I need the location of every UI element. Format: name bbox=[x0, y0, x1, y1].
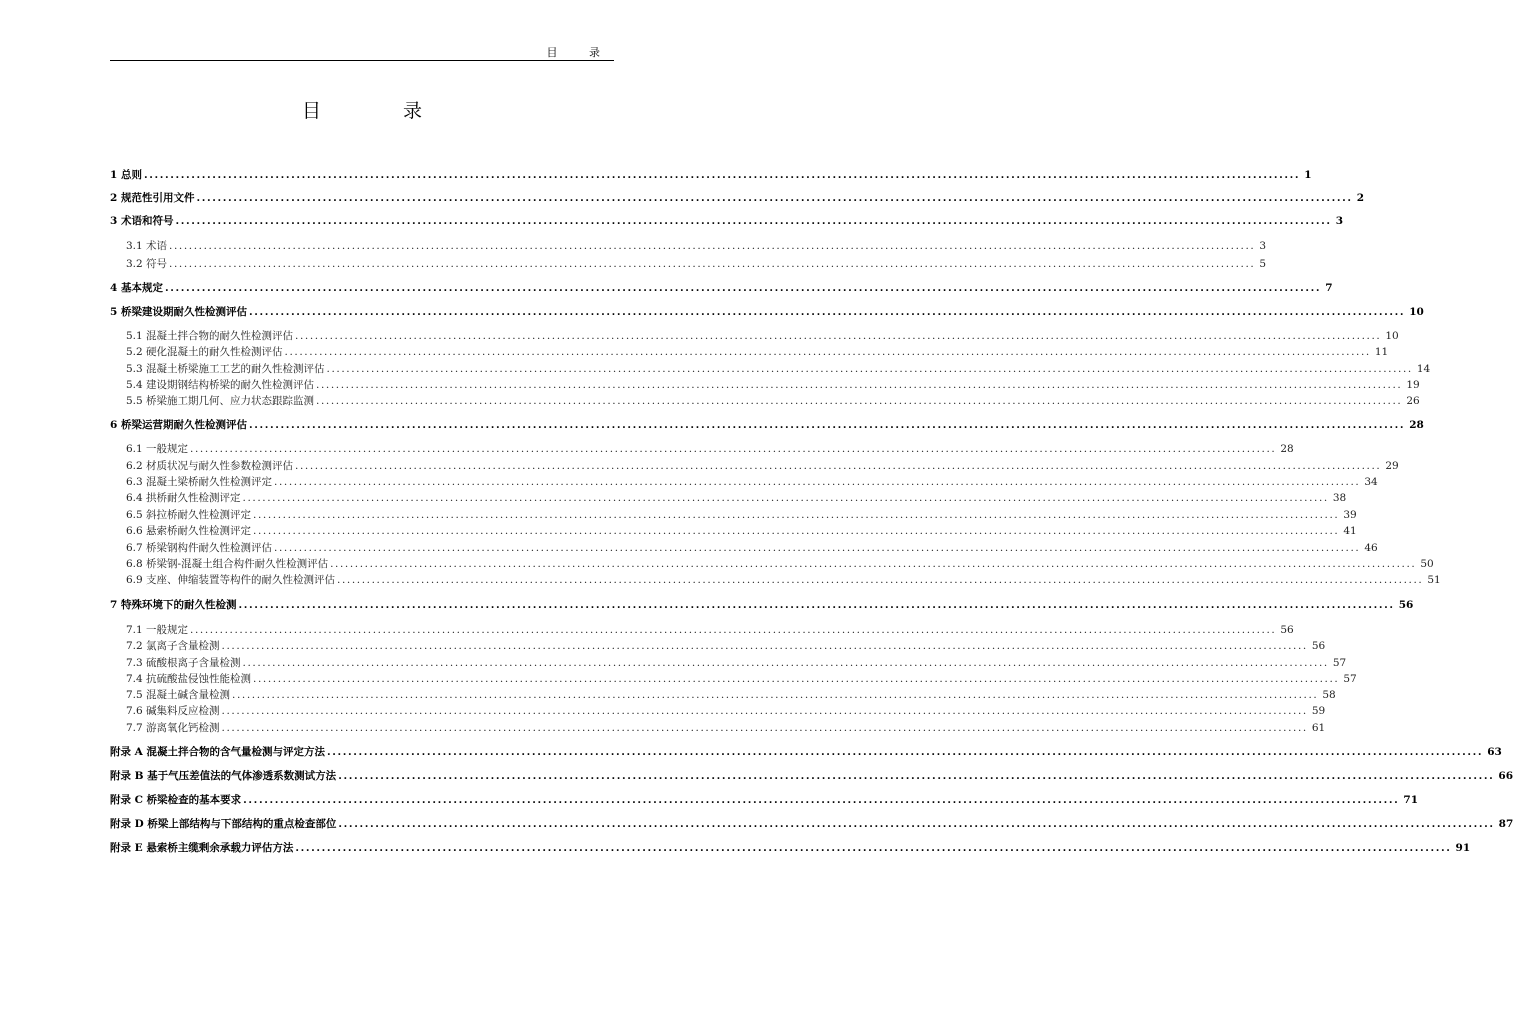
toc-entry-title: 5.1 混凝土拌合物的耐久性检测评估 bbox=[126, 330, 294, 342]
dot-leader: ............................................................................................................................................................................................................................ bbox=[326, 363, 1413, 375]
toc-section-entry[interactable] bbox=[126, 571, 1441, 587]
page-title: 目 录 bbox=[301, 100, 461, 122]
toc-page-number: 51 bbox=[1427, 574, 1441, 586]
toc-entry-title: 6 桥梁运营期耐久性检测评估 bbox=[110, 419, 247, 431]
toc-page-number: 3 bbox=[1259, 240, 1267, 252]
toc-section-entry[interactable] bbox=[126, 637, 1326, 653]
toc-section-entry[interactable] bbox=[126, 392, 1420, 408]
dot-leader: ............................................................................................................................................................................................................................ bbox=[221, 722, 1308, 734]
toc-section-entry[interactable] bbox=[126, 654, 1347, 670]
toc-chapter-entry[interactable] bbox=[110, 416, 1424, 432]
toc-entry-title: 附录 A 混凝土拌合物的含气量检测与评定方法 bbox=[110, 746, 325, 758]
running-head: 目 录 bbox=[546, 46, 614, 59]
toc-section-entry[interactable] bbox=[126, 237, 1267, 253]
dot-leader: ............................................................................................................................................................................................................................ bbox=[238, 599, 1395, 611]
header-rule bbox=[110, 60, 614, 61]
toc-entry-title: 6.5 斜拉桥耐久性检测评定 bbox=[126, 509, 252, 521]
dot-leader: ............................................................................................................................................................................................................................ bbox=[164, 282, 1322, 294]
toc-page-number: 58 bbox=[1322, 689, 1336, 701]
toc-entry-title: 5.4 建设期钢结构桥梁的耐久性检测评估 bbox=[126, 379, 315, 391]
dot-leader: ............................................................................................................................................................................................................................ bbox=[248, 419, 1406, 431]
toc-page-number: 61 bbox=[1311, 722, 1326, 734]
toc-entry-title: 6.8 桥梁钢-混凝土组合构件耐久性检测评估 bbox=[126, 558, 329, 570]
toc-page-number: 28 bbox=[1409, 419, 1424, 431]
dot-leader: ............................................................................................................................................................................................................................ bbox=[316, 395, 1403, 407]
dot-leader: ............................................................................................................................................................................................................................ bbox=[295, 330, 1382, 342]
dot-leader: ............................................................................................................................................................................................................................ bbox=[242, 657, 1329, 669]
toc-section-entry[interactable] bbox=[126, 440, 1294, 456]
dot-leader: ............................................................................................................................................................................................................................ bbox=[330, 558, 1417, 570]
toc-page-number: 41 bbox=[1343, 525, 1357, 537]
dot-leader: ............................................................................................................................................................................................................................ bbox=[274, 476, 1361, 488]
toc-page-number: 2 bbox=[1356, 192, 1364, 204]
toc-section-entry[interactable] bbox=[126, 327, 1399, 343]
toc-page-number: 39 bbox=[1343, 509, 1357, 521]
dot-leader: ............................................................................................................................................................................................................................ bbox=[316, 379, 1403, 391]
toc-entry-title: 6.3 混凝土梁桥耐久性检测评定 bbox=[126, 476, 273, 488]
toc-section-entry[interactable] bbox=[126, 255, 1267, 271]
toc-page-number: 87 bbox=[1498, 818, 1513, 830]
toc-entry-title: 1 总则 bbox=[110, 169, 142, 181]
toc-section-entry[interactable] bbox=[126, 343, 1389, 359]
dot-leader: ............................................................................................................................................................................................................................ bbox=[295, 460, 1382, 472]
toc-entry-title: 3.2 符号 bbox=[126, 258, 168, 270]
dot-leader: ............................................................................................................................................................................................................................ bbox=[253, 673, 1340, 685]
toc-entry-title: 6.9 支座、伸缩装置等构件的耐久性检测评估 bbox=[126, 574, 336, 586]
dot-leader: ............................................................................................................................................................................................................................ bbox=[221, 640, 1308, 652]
toc-section-entry[interactable] bbox=[126, 473, 1378, 489]
toc-page-number: 57 bbox=[1343, 673, 1357, 685]
dot-leader: ............................................................................................................................................................................................................................ bbox=[221, 705, 1308, 717]
toc-page-number: 56 bbox=[1398, 599, 1414, 611]
toc-section-entry[interactable] bbox=[126, 457, 1399, 473]
toc-page-number: 63 bbox=[1487, 746, 1502, 758]
dot-leader: ............................................................................................................................................................................................................................ bbox=[253, 525, 1340, 537]
toc-entry-title: 3 术语和符号 bbox=[110, 215, 174, 227]
toc-entry-title: 2 规范性引用文件 bbox=[110, 192, 195, 204]
toc-chapter-entry[interactable] bbox=[110, 166, 1312, 182]
toc-page-number: 50 bbox=[1420, 558, 1434, 570]
toc-section-entry[interactable] bbox=[126, 376, 1420, 392]
toc-entry-title: 附录 D 桥梁上部结构与下部结构的重点检查部位 bbox=[110, 818, 337, 830]
toc-chapter-entry[interactable] bbox=[110, 839, 1471, 855]
dot-leader: ............................................................................................................................................................................................................................ bbox=[232, 689, 1319, 701]
toc-page-number: 28 bbox=[1280, 443, 1294, 455]
toc-entry-title: 7.4 抗硫酸盐侵蚀性能检测 bbox=[126, 673, 252, 685]
toc-section-entry[interactable] bbox=[126, 539, 1378, 555]
toc-entry-title: 5.3 混凝土桥梁施工工艺的耐久性检测评估 bbox=[126, 363, 325, 375]
dot-leader: ............................................................................................................................................................................................................................ bbox=[274, 542, 1361, 554]
toc-page-number: 46 bbox=[1364, 542, 1378, 554]
toc-page-number: 66 bbox=[1498, 770, 1513, 782]
toc-page-number: 11 bbox=[1374, 346, 1389, 358]
dot-leader: ............................................................................................................................................................................................................................ bbox=[338, 818, 1495, 830]
toc-page-number: 10 bbox=[1385, 330, 1399, 342]
toc-page-number: 57 bbox=[1332, 657, 1347, 669]
toc-entry-title: 7 特殊环境下的耐久性检测 bbox=[110, 599, 237, 611]
toc-chapter-entry[interactable] bbox=[110, 212, 1343, 228]
toc-chapter-entry[interactable] bbox=[110, 596, 1414, 612]
toc-page-number: 71 bbox=[1403, 794, 1419, 806]
toc-section-entry[interactable] bbox=[126, 555, 1434, 571]
dot-leader: ............................................................................................................................................................................................................................ bbox=[242, 492, 1329, 504]
toc-chapter-entry[interactable] bbox=[110, 303, 1424, 319]
dot-leader: ............................................................................................................................................................................................................................ bbox=[169, 240, 1256, 252]
toc-page-number: 91 bbox=[1455, 842, 1471, 854]
toc-page-number: 19 bbox=[1406, 379, 1420, 391]
toc-page-number: 5 bbox=[1259, 258, 1267, 270]
toc-section-entry[interactable] bbox=[126, 719, 1326, 735]
toc-entry-title: 7.5 混凝土碱含量检测 bbox=[126, 689, 231, 701]
toc-page-number: 10 bbox=[1409, 306, 1424, 318]
toc-page-number: 56 bbox=[1311, 640, 1326, 652]
dot-leader: ............................................................................................................................................................................................................................ bbox=[190, 443, 1277, 455]
toc-section-entry[interactable] bbox=[126, 702, 1326, 718]
dot-leader: ............................................................................................................................................................................................................................ bbox=[169, 258, 1256, 270]
toc-entry-title: 6.6 悬索桥耐久性检测评定 bbox=[126, 525, 252, 537]
toc-section-entry[interactable] bbox=[126, 360, 1431, 376]
toc-page-number: 3 bbox=[1335, 215, 1343, 227]
dot-leader: ............................................................................................................................................................................................................................ bbox=[326, 746, 1484, 758]
toc-page-number: 56 bbox=[1280, 624, 1294, 636]
toc-chapter-entry[interactable] bbox=[110, 815, 1513, 831]
toc-page-number: 14 bbox=[1416, 363, 1431, 375]
toc-entry-title: 6.4 拱桥耐久性检测评定 bbox=[126, 492, 241, 504]
toc-section-entry[interactable] bbox=[126, 686, 1336, 702]
dot-leader: ............................................................................................................................................................................................................................ bbox=[196, 192, 1353, 204]
dot-leader: ............................................................................................................................................................................................................................ bbox=[284, 346, 1371, 358]
toc-chapter-entry[interactable] bbox=[110, 743, 1502, 759]
toc-entry-title: 附录 C 桥梁检查的基本要求 bbox=[110, 794, 242, 806]
toc-entry-title: 3.1 术语 bbox=[126, 240, 168, 252]
toc-page-number: 34 bbox=[1364, 476, 1378, 488]
dot-leader: ............................................................................................................................................................................................................................ bbox=[338, 770, 1495, 782]
toc-page-number: 29 bbox=[1385, 460, 1399, 472]
toc-chapter-entry[interactable] bbox=[110, 279, 1333, 295]
toc-entry-title: 5 桥梁建设期耐久性检测评估 bbox=[110, 306, 247, 318]
toc-entry-title: 6.2 材质状况与耐久性参数检测评估 bbox=[126, 460, 294, 472]
toc-page-number: 7 bbox=[1325, 282, 1333, 294]
toc-entry-title: 7.6 碱集料反应检测 bbox=[126, 705, 220, 717]
toc-page-number: 38 bbox=[1332, 492, 1347, 504]
dot-leader: ............................................................................................................................................................................................................................ bbox=[253, 509, 1340, 521]
toc-page-number: 59 bbox=[1311, 705, 1326, 717]
toc-entry-title: 6.7 桥梁钢构件耐久性检测评估 bbox=[126, 542, 273, 554]
toc-entry-title: 7.1 一般规定 bbox=[126, 624, 189, 636]
dot-leader: ............................................................................................................................................................................................................................ bbox=[243, 794, 1400, 806]
dot-leader: ............................................................................................................................................................................................................................ bbox=[248, 306, 1406, 318]
dot-leader: ............................................................................................................................................................................................................................ bbox=[175, 215, 1332, 227]
toc-section-entry[interactable] bbox=[126, 522, 1357, 538]
dot-leader: ............................................................................................................................................................................................................................ bbox=[295, 842, 1452, 854]
toc-entry-title: 5.5 桥梁施工期几何、应力状态跟踪监测 bbox=[126, 395, 315, 407]
toc-section-entry[interactable] bbox=[126, 621, 1294, 637]
toc-entry-title: 7.3 硫酸根离子含量检测 bbox=[126, 657, 241, 669]
toc-entry-title: 7.2 氯离子含量检测 bbox=[126, 640, 220, 652]
dot-leader: ............................................................................................................................................................................................................................ bbox=[143, 169, 1301, 181]
toc-page-number: 26 bbox=[1406, 395, 1420, 407]
toc-entry-title: 6.1 一般规定 bbox=[126, 443, 189, 455]
toc-entry-title: 附录 E 悬索桥主缆剩余承载力评估方法 bbox=[110, 842, 294, 854]
dot-leader: ............................................................................................................................................................................................................................ bbox=[190, 624, 1277, 636]
toc-entry-title: 附录 B 基于气压差值法的气体渗透系数测试方法 bbox=[110, 770, 337, 782]
toc-section-entry[interactable] bbox=[126, 670, 1357, 686]
toc-section-entry[interactable] bbox=[126, 506, 1357, 522]
toc-chapter-entry[interactable] bbox=[110, 791, 1419, 807]
toc-entry-title: 5.2 硬化混凝土的耐久性检测评估 bbox=[126, 346, 283, 358]
toc-entry-title: 4 基本规定 bbox=[110, 282, 163, 294]
toc-page-number: 1 bbox=[1304, 169, 1312, 181]
toc-chapter-entry[interactable] bbox=[110, 189, 1364, 205]
toc-entry-title: 7.7 游离氧化钙检测 bbox=[126, 722, 220, 734]
dot-leader: ............................................................................................................................................................................................................................ bbox=[337, 574, 1424, 586]
toc-section-entry[interactable] bbox=[126, 489, 1347, 505]
toc-chapter-entry[interactable] bbox=[110, 767, 1513, 783]
